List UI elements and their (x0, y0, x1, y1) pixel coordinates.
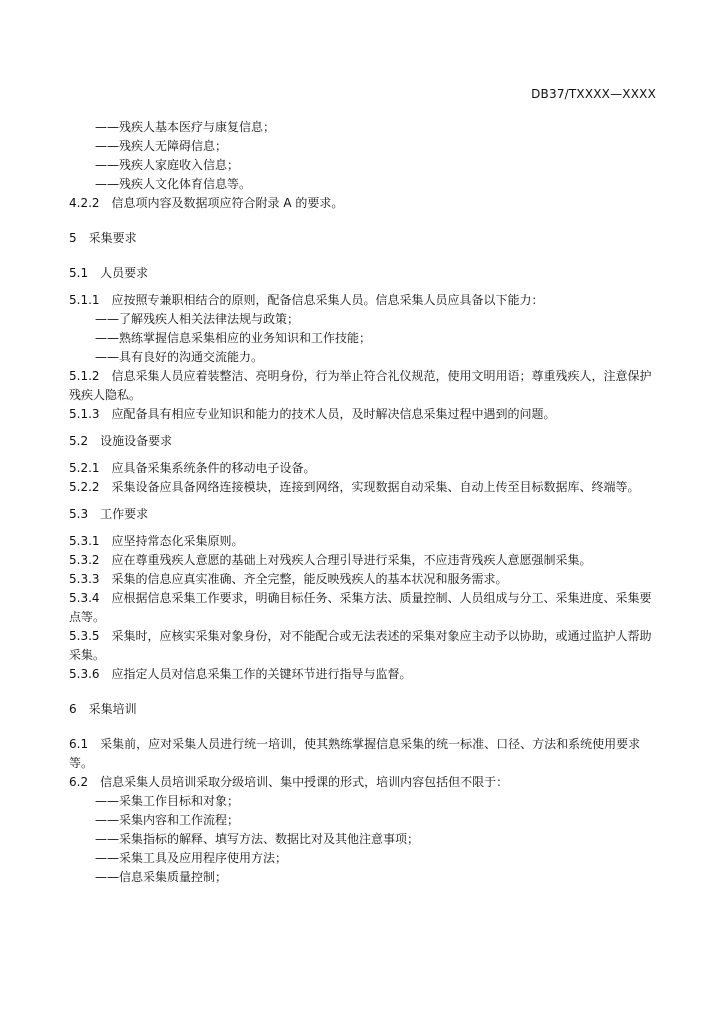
clause-5-3-5 (69, 627, 659, 665)
list-item: ——了解残疾人相关法律法规与政策； (95, 312, 300, 326)
subsection-title: 工作要求 (100, 507, 149, 521)
list-item: ——采集工作目标和对象； (95, 794, 240, 808)
section-heading-5 (69, 229, 659, 248)
clause-6-1 (69, 735, 659, 773)
clause-5-3-3 (69, 570, 659, 589)
list-item: ——采集工具及应用程序使用方法； (95, 851, 288, 865)
section-number: 5 (69, 231, 77, 245)
clause-number: 5.3.5 (69, 629, 100, 643)
clause-5-2-1 (69, 459, 659, 478)
clause-5-3-4 (69, 589, 659, 627)
list-item: ——具有良好的沟通交流能力。 (95, 350, 264, 364)
list-item: ——残疾人家庭收入信息； (95, 158, 240, 172)
clause-text: 采集时，应核实采集对象身份，对不能配合或无法表述的采集对象应主动予以协助，或通过监护人帮助采集。 (69, 629, 652, 662)
clause-number: 5.3.6 (69, 667, 100, 681)
list-item: ——残疾人基本医疗与康复信息； (95, 120, 276, 134)
clause-number: 5.1.3 (69, 407, 100, 421)
clause-number: 5.1.2 (69, 369, 100, 383)
clause-text: 采集设备应具备网络连接模块，连接到网络，实现数据自动采集、自动上传至目标数据库、终端等。 (111, 480, 640, 494)
subsection-number: 5.1 (69, 266, 89, 280)
clause-number: 5.3.4 (69, 591, 100, 605)
clause-text: 采集的信息应真实准确、齐全完整，能反映残疾人的基本状况和服务需求。 (111, 572, 508, 586)
clause-number: 5.1.1 (69, 293, 100, 307)
clause-5-1-3 (69, 405, 659, 424)
clause-5-2-2 (69, 478, 659, 497)
clause-text: 应按照专兼职相结合的原则，配备信息采集人员。信息采集人员应具备以下能力： (111, 293, 544, 307)
clause-5-3-1 (69, 532, 659, 551)
subsection-title: 设施设备要求 (100, 434, 173, 448)
clause-number: 5.2.1 (69, 461, 100, 475)
clause-5-3-2 (69, 551, 659, 570)
clause-text: 信息采集人员应着装整洁、亮明身份，行为举止符合礼仪规范，使用文明用语；尊重残疾人，注意保护残疾人隐私。 (69, 369, 652, 402)
document-number: DB37/TXXXX—XXXX (531, 87, 656, 101)
clause-4-2-2 (69, 194, 659, 213)
clause-number: 5.3.2 (69, 553, 100, 567)
clause-6-2 (69, 773, 659, 792)
list-item: ——残疾人无障碍信息； (95, 139, 228, 153)
clause-text: 应配备具有相应专业知识和能力的技术人员，及时解决信息采集过程中遇到的问题。 (111, 407, 556, 421)
clause-number: 5.3.1 (69, 534, 100, 548)
clause-5-1-1 (69, 291, 659, 310)
clause-number: 5.2.2 (69, 480, 100, 494)
clause-5-3-6 (69, 665, 659, 684)
clause-number: 5.3.3 (69, 572, 100, 586)
list-item: ——熟练掌握信息采集相应的业务知识和工作技能； (95, 331, 372, 345)
clause-text: 信息项内容及数据项应符合附录 A 的要求。 (111, 196, 344, 210)
section-heading-6 (69, 700, 659, 719)
subsection-number: 5.3 (69, 507, 89, 521)
clause-text: 信息采集人员培训采取分级培训、集中授课的形式，培训内容包括但不限于： (100, 775, 509, 789)
subsection-heading-5-3 (69, 505, 659, 524)
list-item: ——采集指标的解释、填写方法、数据比对及其他注意事项； (95, 832, 420, 846)
list-item: ——信息采集质量控制； (95, 870, 228, 884)
subsection-title: 人员要求 (100, 266, 149, 280)
clause-text: 应坚持常态化采集原则。 (111, 534, 244, 548)
clause-number: 6.1 (69, 737, 89, 751)
clause-text: 应根据信息采集工作要求，明确目标任务、采集方法、质量控制、人员组成与分工、采集进度、采集要点等。 (69, 591, 652, 624)
clause-number: 4.2.2 (69, 196, 100, 210)
clause-text: 应指定人员对信息采集工作的关键环节进行指导与监督。 (111, 667, 412, 681)
clause-text: 应在尊重残疾人意愿的基础上对残疾人合理引导进行采集，不应违背残疾人意愿强制采集。 (111, 553, 592, 567)
clause-text: 应具备采集系统条件的移动电子设备。 (111, 461, 316, 475)
list-item: ——残疾人文化体育信息等。 (95, 177, 252, 191)
section-title: 采集培训 (88, 702, 137, 716)
section-title: 采集要求 (88, 231, 137, 245)
clause-number: 6.2 (69, 775, 89, 789)
subsection-number: 5.2 (69, 434, 89, 448)
clause-text: 采集前，应对采集人员进行统一培训，使其熟练掌握信息采集的统一标准、口径、方法和系统使用要求等。 (69, 737, 641, 770)
subsection-heading-5-1 (69, 264, 659, 283)
subsection-heading-5-2 (69, 432, 659, 451)
section-number: 6 (69, 702, 77, 716)
list-item: ——采集内容和工作流程； (95, 813, 240, 827)
document-body (69, 118, 659, 887)
clause-5-1-2 (69, 367, 659, 405)
